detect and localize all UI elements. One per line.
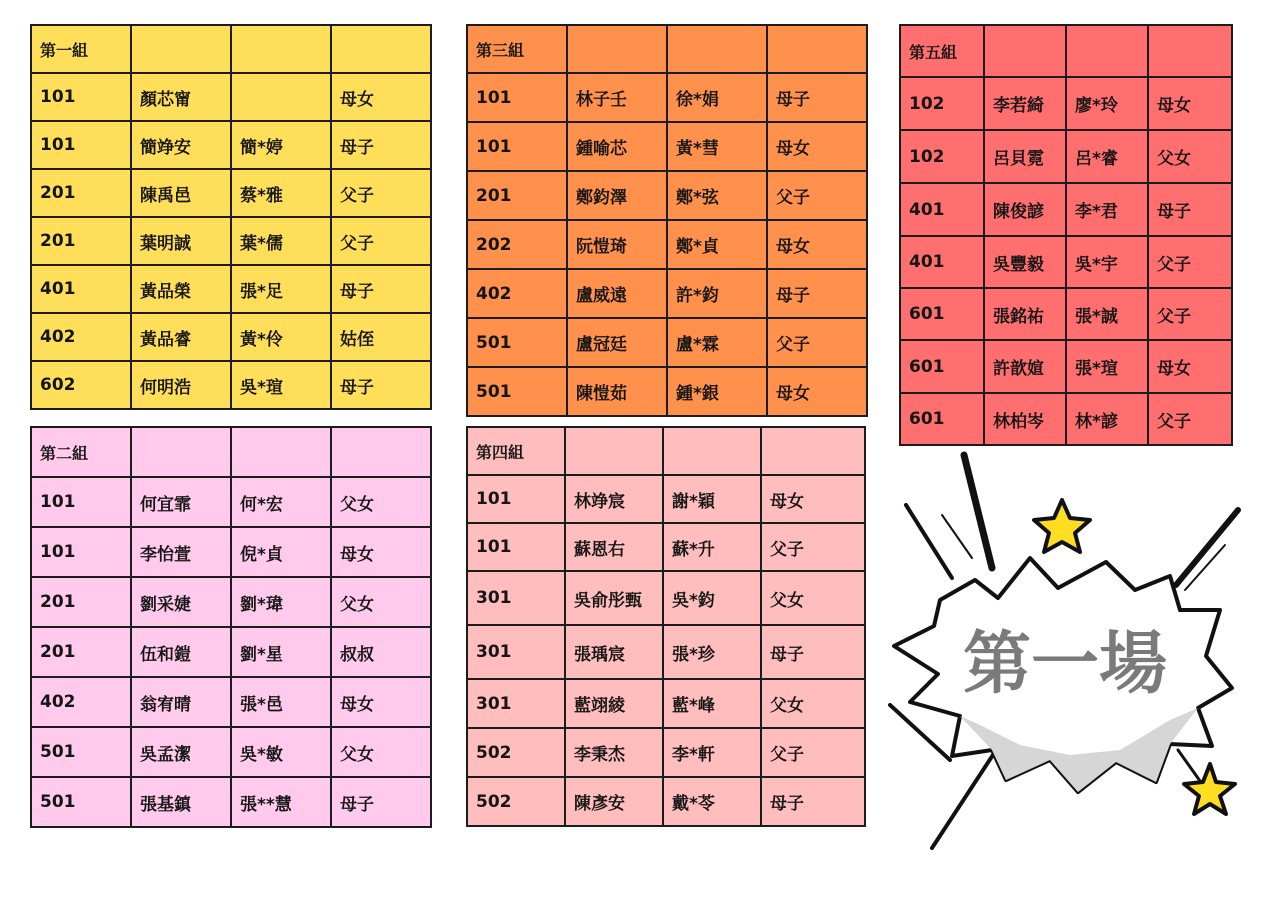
relationship: 父女 xyxy=(331,477,431,527)
room-number: 401 xyxy=(31,265,131,313)
student-name: 何明浩 xyxy=(131,361,231,409)
room-number: 101 xyxy=(31,73,131,121)
room-number: 301 xyxy=(467,679,565,728)
table-row xyxy=(900,288,1232,340)
group-table-3 xyxy=(466,24,868,417)
room-number: 301 xyxy=(467,571,565,625)
relationship: 父子 xyxy=(767,171,867,220)
room-number: 402 xyxy=(31,677,131,727)
table-row xyxy=(467,523,865,571)
group-header-row xyxy=(31,25,431,73)
parent-name: 廖*玲 xyxy=(1066,77,1148,130)
group-title: 第四組 xyxy=(467,427,565,475)
student-name: 何宜霏 xyxy=(131,477,231,527)
table-row xyxy=(900,393,1232,445)
room-number: 101 xyxy=(467,122,567,171)
table-row xyxy=(467,571,865,625)
student-name: 許歆媗 xyxy=(984,340,1066,393)
relationship: 母子 xyxy=(761,777,865,826)
student-name: 蘇恩右 xyxy=(565,523,663,571)
table-row xyxy=(467,728,865,777)
parent-name: 張**慧 xyxy=(231,777,331,827)
parent-name: 謝*穎 xyxy=(663,475,761,523)
student-name: 鍾喻芯 xyxy=(567,122,667,171)
parent-name xyxy=(231,73,331,121)
parent-name: 盧*霖 xyxy=(667,318,767,367)
student-name: 盧冠廷 xyxy=(567,318,667,367)
student-name: 吳豐毅 xyxy=(984,236,1066,288)
parent-name: 鄭*弦 xyxy=(667,171,767,220)
relationship: 父子 xyxy=(761,728,865,777)
room-number: 402 xyxy=(31,313,131,361)
student-name: 黃品榮 xyxy=(131,265,231,313)
empty-header-cell xyxy=(1066,25,1148,77)
table-row xyxy=(31,677,431,727)
table-row xyxy=(467,475,865,523)
first-session-burst-graphic xyxy=(880,450,1250,860)
student-name: 阮愷琦 xyxy=(567,220,667,269)
empty-header-cell xyxy=(231,427,331,477)
relationship: 母子 xyxy=(331,361,431,409)
parent-name: 戴*苓 xyxy=(663,777,761,826)
student-name: 張基鎮 xyxy=(131,777,231,827)
room-number: 501 xyxy=(31,777,131,827)
parent-name: 許*鈞 xyxy=(667,269,767,318)
parent-name: 張*足 xyxy=(231,265,331,313)
room-number: 201 xyxy=(31,627,131,677)
parent-name: 張*邑 xyxy=(231,677,331,727)
room-number: 402 xyxy=(467,269,567,318)
parent-name: 李*軒 xyxy=(663,728,761,777)
student-name: 李怡萱 xyxy=(131,527,231,577)
parent-name: 劉*星 xyxy=(231,627,331,677)
parent-name: 徐*娟 xyxy=(667,73,767,122)
room-number: 202 xyxy=(467,220,567,269)
student-name: 陳彥安 xyxy=(565,777,663,826)
group-title: 第一組 xyxy=(31,25,131,73)
room-number: 101 xyxy=(467,523,565,571)
student-name: 吳俞彤甄 xyxy=(565,571,663,625)
group-header-row xyxy=(467,427,865,475)
relationship: 母女 xyxy=(761,475,865,523)
table-row xyxy=(900,236,1232,288)
table-row xyxy=(31,477,431,527)
table-row xyxy=(31,265,431,313)
empty-header-cell xyxy=(667,25,767,73)
parent-name: 吳*瑄 xyxy=(231,361,331,409)
table-row xyxy=(900,340,1232,393)
parent-name: 李*君 xyxy=(1066,183,1148,236)
room-number: 601 xyxy=(900,288,984,340)
student-name: 陳俊諺 xyxy=(984,183,1066,236)
relationship: 父子 xyxy=(331,169,431,217)
relationship: 父女 xyxy=(331,577,431,627)
relationship: 父子 xyxy=(331,217,431,265)
relationship: 母女 xyxy=(1148,340,1232,393)
relationship: 母子 xyxy=(1148,183,1232,236)
student-name: 簡竫安 xyxy=(131,121,231,169)
parent-name: 何*宏 xyxy=(231,477,331,527)
relationship: 母子 xyxy=(331,265,431,313)
student-name: 呂貝霓 xyxy=(984,130,1066,183)
room-number: 102 xyxy=(900,77,984,130)
student-name: 鄭鈞澤 xyxy=(567,171,667,220)
relationship: 母女 xyxy=(767,367,867,416)
room-number: 501 xyxy=(467,367,567,416)
parent-name: 黃*伶 xyxy=(231,313,331,361)
table-row xyxy=(467,122,867,171)
parent-name: 葉*儒 xyxy=(231,217,331,265)
relationship: 父子 xyxy=(761,523,865,571)
group-title: 第五組 xyxy=(900,25,984,77)
table-row xyxy=(467,777,865,826)
parent-name: 簡*婷 xyxy=(231,121,331,169)
room-number: 401 xyxy=(900,236,984,288)
parent-name: 張*珍 xyxy=(663,625,761,679)
group-header-row xyxy=(900,25,1232,77)
student-name: 翁宥晴 xyxy=(131,677,231,727)
relationship: 母子 xyxy=(761,625,865,679)
empty-header-cell xyxy=(567,25,667,73)
empty-header-cell xyxy=(761,427,865,475)
table-row xyxy=(31,313,431,361)
group-title: 第三組 xyxy=(467,25,567,73)
empty-header-cell xyxy=(663,427,761,475)
table-row xyxy=(467,318,867,367)
relationship: 父女 xyxy=(761,679,865,728)
parent-name: 倪*貞 xyxy=(231,527,331,577)
student-name: 林子壬 xyxy=(567,73,667,122)
room-number: 501 xyxy=(31,727,131,777)
group-header-row xyxy=(467,25,867,73)
relationship: 叔叔 xyxy=(331,627,431,677)
parent-name: 張*瑄 xyxy=(1066,340,1148,393)
parent-name: 蔡*雅 xyxy=(231,169,331,217)
relationship: 母女 xyxy=(331,677,431,727)
relationship: 母女 xyxy=(767,220,867,269)
parent-name: 蘇*升 xyxy=(663,523,761,571)
empty-header-cell xyxy=(565,427,663,475)
relationship: 父子 xyxy=(767,318,867,367)
relationship: 父子 xyxy=(1148,288,1232,340)
parent-name: 張*誠 xyxy=(1066,288,1148,340)
room-number: 401 xyxy=(900,183,984,236)
room-number: 502 xyxy=(467,728,565,777)
relationship: 母子 xyxy=(767,73,867,122)
student-name: 葉明誠 xyxy=(131,217,231,265)
table-row xyxy=(467,367,867,416)
relationship: 母女 xyxy=(331,527,431,577)
empty-header-cell xyxy=(331,427,431,477)
room-number: 602 xyxy=(31,361,131,409)
table-row xyxy=(31,727,431,777)
parent-name: 藍*峰 xyxy=(663,679,761,728)
room-number: 102 xyxy=(900,130,984,183)
student-name: 張銘祐 xyxy=(984,288,1066,340)
table-row xyxy=(467,625,865,679)
empty-header-cell xyxy=(231,25,331,73)
group-table-4 xyxy=(466,426,866,827)
relationship: 母女 xyxy=(1148,77,1232,130)
group-table-2 xyxy=(30,426,432,828)
parent-name: 鄭*貞 xyxy=(667,220,767,269)
table-row xyxy=(900,130,1232,183)
table-row xyxy=(31,627,431,677)
relationship: 母子 xyxy=(331,777,431,827)
table-row xyxy=(900,183,1232,236)
relationship: 父女 xyxy=(1148,130,1232,183)
group-title: 第二組 xyxy=(31,427,131,477)
table-row xyxy=(467,171,867,220)
parent-name: 黃*彗 xyxy=(667,122,767,171)
room-number: 301 xyxy=(467,625,565,679)
table-row xyxy=(467,269,867,318)
parent-name: 劉*瑋 xyxy=(231,577,331,627)
table-row xyxy=(467,220,867,269)
student-name: 吳孟潔 xyxy=(131,727,231,777)
room-number: 101 xyxy=(467,475,565,523)
session-label: 第一場 xyxy=(962,625,1168,704)
student-name: 盧威遠 xyxy=(567,269,667,318)
student-name: 劉采婕 xyxy=(131,577,231,627)
parent-name: 吳*宇 xyxy=(1066,236,1148,288)
room-number: 101 xyxy=(31,527,131,577)
empty-header-cell xyxy=(1148,25,1232,77)
parent-name: 鍾*銀 xyxy=(667,367,767,416)
table-row xyxy=(900,77,1232,130)
empty-header-cell xyxy=(131,427,231,477)
room-number: 601 xyxy=(900,393,984,445)
table-row xyxy=(31,527,431,577)
student-name: 黃品睿 xyxy=(131,313,231,361)
table-row xyxy=(31,121,431,169)
student-name: 顏芯甯 xyxy=(131,73,231,121)
room-number: 201 xyxy=(31,217,131,265)
student-name: 張瑀宸 xyxy=(565,625,663,679)
relationship: 母女 xyxy=(767,122,867,171)
relationship: 父子 xyxy=(1148,236,1232,288)
student-name: 李若綺 xyxy=(984,77,1066,130)
table-row xyxy=(31,169,431,217)
room-number: 101 xyxy=(31,121,131,169)
empty-header-cell xyxy=(131,25,231,73)
student-name: 藍翊綾 xyxy=(565,679,663,728)
parent-name: 吳*鈞 xyxy=(663,571,761,625)
relationship: 姑侄 xyxy=(331,313,431,361)
table-row xyxy=(31,577,431,627)
student-name: 林竫宸 xyxy=(565,475,663,523)
table-row xyxy=(31,361,431,409)
student-name: 李秉杰 xyxy=(565,728,663,777)
relationship: 父子 xyxy=(1148,393,1232,445)
parent-name: 吳*敏 xyxy=(231,727,331,777)
student-name: 陳禹邑 xyxy=(131,169,231,217)
room-number: 502 xyxy=(467,777,565,826)
room-number: 201 xyxy=(31,169,131,217)
table-row xyxy=(31,73,431,121)
room-number: 101 xyxy=(31,477,131,527)
room-number: 601 xyxy=(900,340,984,393)
empty-header-cell xyxy=(984,25,1066,77)
room-number: 201 xyxy=(467,171,567,220)
empty-header-cell xyxy=(767,25,867,73)
room-number: 501 xyxy=(467,318,567,367)
student-name: 陳愷茹 xyxy=(567,367,667,416)
room-number: 201 xyxy=(31,577,131,627)
group-table-5 xyxy=(899,24,1233,446)
student-name: 伍和鎧 xyxy=(131,627,231,677)
parent-name: 呂*睿 xyxy=(1066,130,1148,183)
table-row xyxy=(467,679,865,728)
relationship: 母女 xyxy=(331,73,431,121)
relationship: 母子 xyxy=(331,121,431,169)
parent-name: 林*諺 xyxy=(1066,393,1148,445)
room-number: 101 xyxy=(467,73,567,122)
star-icon-top xyxy=(1034,500,1090,552)
group-header-row xyxy=(31,427,431,477)
relationship: 父女 xyxy=(331,727,431,777)
student-name: 林柏岑 xyxy=(984,393,1066,445)
table-row xyxy=(467,73,867,122)
relationship: 父女 xyxy=(761,571,865,625)
relationship: 母子 xyxy=(767,269,867,318)
table-row xyxy=(31,777,431,827)
table-row xyxy=(31,217,431,265)
group-table-1 xyxy=(30,24,432,410)
empty-header-cell xyxy=(331,25,431,73)
